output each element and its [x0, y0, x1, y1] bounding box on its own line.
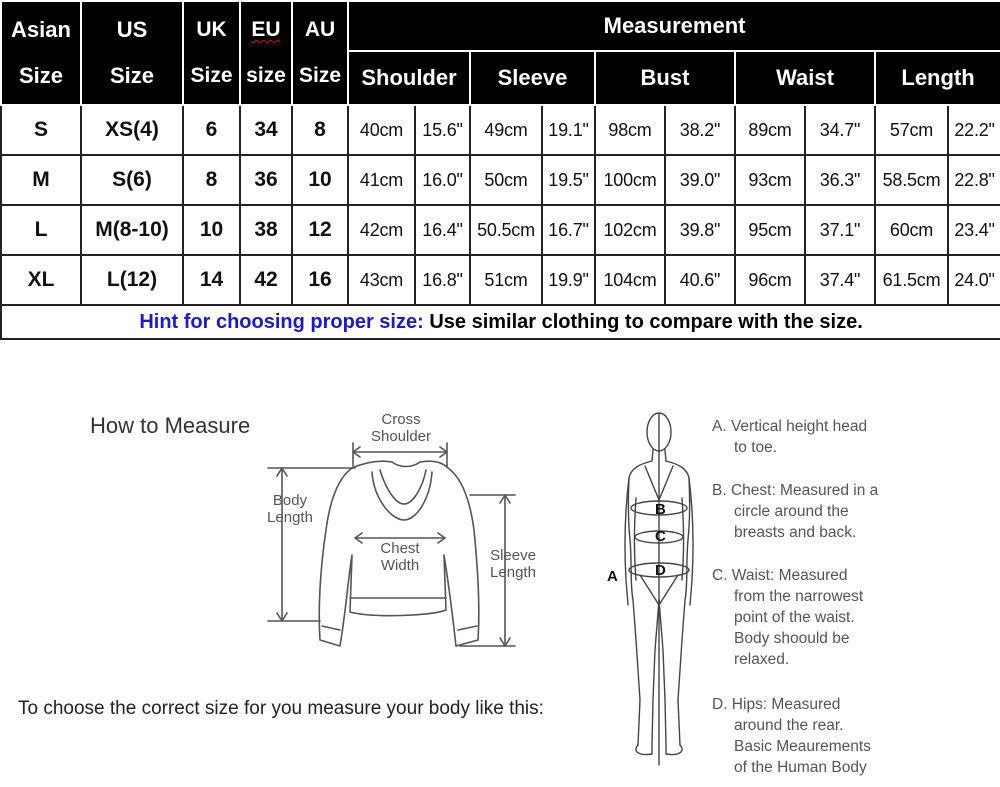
cell-measurement-value: 58.5cm — [875, 155, 948, 205]
label-b: B — [655, 501, 666, 518]
cell-measurement-value: 39.0" — [665, 155, 735, 205]
cell-measurement-value: 41cm — [348, 155, 415, 205]
cell-us-size: L(12) — [81, 255, 183, 305]
cell-measurement-value: 57cm — [875, 105, 948, 155]
cell-eu-size: 38 — [240, 205, 292, 255]
cell-measurement-value: 95cm — [735, 205, 805, 255]
header-sleeve: Sleeve — [470, 51, 595, 105]
legend-item-line: breasts and back. — [734, 524, 857, 541]
legend-item-line: from the narrowest — [734, 588, 864, 605]
legend-item-line: around the rear. — [734, 717, 844, 734]
legend-item — [712, 565, 997, 670]
cell-us-size: S(6) — [81, 155, 183, 205]
label-a: A — [607, 568, 618, 585]
cell-au-size: 10 — [292, 155, 348, 205]
how-to-measure-title: How to Measure — [90, 413, 251, 438]
cell-measurement-value: 102cm — [595, 205, 665, 255]
cell-eu-size: 42 — [240, 255, 292, 305]
cell-measurement-value: 19.5" — [542, 155, 595, 205]
legend-item-line: Basic Meaurements — [734, 738, 871, 755]
legend-item-line: relaxed. — [734, 651, 790, 668]
legend-item — [712, 416, 997, 458]
cell-measurement-value: 19.9" — [542, 255, 595, 305]
cell-measurement-value: 98cm — [595, 105, 665, 155]
body-length-label: Body Length — [267, 492, 313, 526]
header-shoulder: Shoulder — [348, 51, 470, 105]
label-d: D — [655, 562, 666, 579]
sleeve-length-label: Sleeve Length — [490, 547, 536, 581]
cell-uk-size: 8 — [183, 155, 240, 205]
cross-shoulder-label: Cross Shoulder — [370, 411, 432, 445]
header-uk-size: UK Size — [183, 1, 240, 105]
header-waist: Waist — [735, 51, 875, 105]
cell-measurement-value: 19.1" — [542, 105, 595, 155]
measure-instruction: To choose the correct size for you measure your body like this: — [18, 698, 544, 719]
cell-asian-size: XL — [1, 255, 81, 305]
cell-eu-size: 34 — [240, 105, 292, 155]
cell-us-size: XS(4) — [81, 105, 183, 155]
cell-measurement-value: 60cm — [875, 205, 948, 255]
legend-item-first-line: B. Chest: Measured in a — [712, 482, 879, 499]
cell-measurement-value: 93cm — [735, 155, 805, 205]
cell-uk-size: 10 — [183, 205, 240, 255]
cell-measurement-value: 89cm — [735, 105, 805, 155]
legend-item — [712, 480, 997, 543]
chest-width-label: Chest Width — [380, 540, 420, 574]
legend-item-first-line: C. Waist: Measured — [712, 567, 848, 584]
legend-item — [712, 694, 997, 778]
legend-item-line: point of the waist. — [734, 609, 855, 626]
cell-measurement-value: 37.4" — [805, 255, 875, 305]
cell-measurement-value: 23.4" — [948, 205, 1000, 255]
cell-measurement-value: 49cm — [470, 105, 542, 155]
cell-measurement-value: 16.0" — [415, 155, 470, 205]
legend-item-first-line: D. Hips: Measured — [712, 696, 841, 713]
cell-measurement-value: 38.2" — [665, 105, 735, 155]
cell-au-size: 12 — [292, 205, 348, 255]
cell-measurement-value: 36.3" — [805, 155, 875, 205]
cell-measurement-value: 40.6" — [665, 255, 735, 305]
cell-uk-size: 14 — [183, 255, 240, 305]
cell-measurement-value: 16.8" — [415, 255, 470, 305]
header-us-size: US Size — [81, 1, 183, 105]
cell-measurement-value: 43cm — [348, 255, 415, 305]
cell-uk-size: 6 — [183, 105, 240, 155]
cell-measurement-value: 34.7" — [805, 105, 875, 155]
cell-eu-size: 36 — [240, 155, 292, 205]
cell-measurement-value: 50.5cm — [470, 205, 542, 255]
cell-measurement-value: 39.8" — [665, 205, 735, 255]
cell-measurement-value: 51cm — [470, 255, 542, 305]
header-bust: Bust — [595, 51, 735, 105]
cell-asian-size: L — [1, 205, 81, 255]
cell-measurement-value: 16.7" — [542, 205, 595, 255]
legend-item-line: Body shoould be — [734, 630, 850, 647]
cell-measurement-value: 100cm — [595, 155, 665, 205]
cell-measurement-value: 22.2" — [948, 105, 1000, 155]
cell-au-size: 8 — [292, 105, 348, 155]
header-asian-size: Asian Size — [1, 1, 81, 105]
cell-au-size: 16 — [292, 255, 348, 305]
cell-measurement-value: 37.1" — [805, 205, 875, 255]
cell-measurement-value: 42cm — [348, 205, 415, 255]
legend-item-line: to toe. — [734, 439, 778, 456]
cell-measurement-value: 40cm — [348, 105, 415, 155]
header-eu-size: EU size — [240, 1, 292, 105]
cell-asian-size: S — [1, 105, 81, 155]
cell-measurement-value: 61.5cm — [875, 255, 948, 305]
cell-measurement-value: 24.0" — [948, 255, 1000, 305]
cell-us-size: M(8-10) — [81, 205, 183, 255]
header-au-size: AU Size — [292, 1, 348, 105]
legend-item-first-line: A. Vertical height head — [712, 418, 868, 435]
header-length: Length — [875, 51, 1000, 105]
legend-item-line: of the Human Body — [734, 759, 867, 776]
cell-measurement-value: 104cm — [595, 255, 665, 305]
cell-measurement-value: 16.4" — [415, 205, 470, 255]
cell-measurement-value: 22.8" — [948, 155, 1000, 205]
hint-label: Hint for choosing proper size: — [139, 310, 424, 333]
hint-text: Use similar clothing to compare with the size. — [429, 310, 863, 333]
header-measurement: Measurement — [348, 1, 1000, 51]
cell-measurement-value: 15.6" — [415, 105, 470, 155]
cell-measurement-value: 50cm — [470, 155, 542, 205]
label-c: C — [655, 528, 666, 545]
cell-asian-size: M — [1, 155, 81, 205]
cell-measurement-value: 96cm — [735, 255, 805, 305]
legend-item-line: circle around the — [734, 503, 849, 520]
